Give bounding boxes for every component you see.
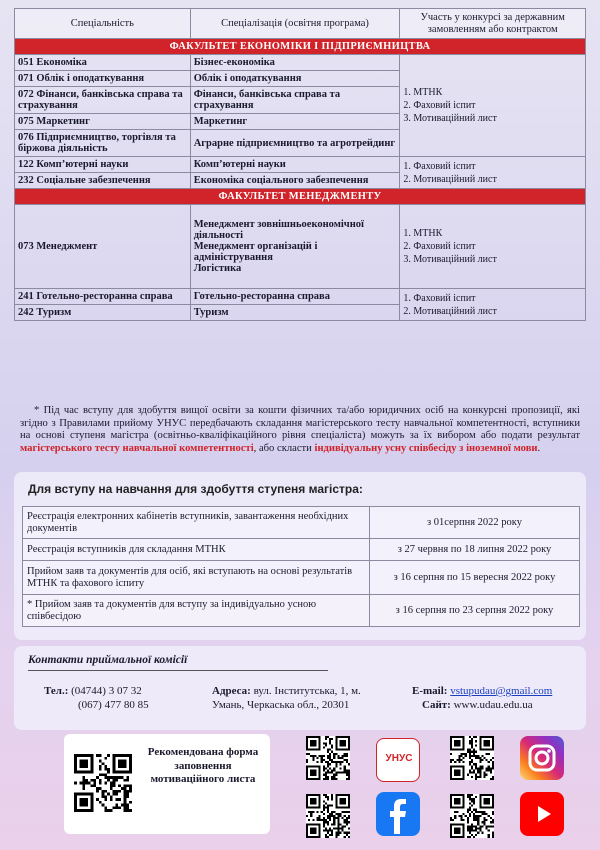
footnote-highlight-test: магістерського тесту навчальної компетентності	[20, 442, 254, 454]
specialty-cell: 076 Підприємництво, торгівля та біржова діяльність	[15, 130, 191, 157]
date-value: з 27 червня по 18 липня 2022 року	[370, 539, 580, 561]
program-item: Менеджмент зовнішньоекономічної діяльності	[193, 219, 364, 241]
contacts-title: Контакти приймальної комісії	[28, 654, 188, 666]
specialty-cell: 242 Туризм	[15, 305, 191, 321]
program-cell: Аграрне підприємництво та агротрейдинг	[190, 130, 400, 157]
date-value: з 16 серпня по 15 вересня 2022 року	[370, 561, 580, 595]
address-block	[212, 684, 361, 712]
dates-title: Для вступу на навчання для здобуття ступеня магістра:	[28, 482, 363, 496]
youtube-icon[interactable]	[520, 792, 564, 836]
table-row	[15, 289, 586, 305]
program-item: Менеджмент організацій і адміністрування	[193, 241, 318, 263]
exam-item: 2. Мотиваційний лист	[403, 305, 497, 317]
header-specialty: Спеціальність	[15, 9, 191, 39]
date-label: Реєстрація вступників для складання МТНК	[23, 539, 370, 561]
online-block	[412, 684, 552, 712]
date-label: * Прийом заяв та документів для вступу за індивідуально усною співбесідою	[23, 595, 370, 627]
footnote-text: .	[537, 442, 541, 454]
phone-block	[44, 684, 149, 712]
exam-item: 1. МТНК	[403, 87, 443, 98]
instagram-icon[interactable]	[520, 736, 564, 780]
facebook-icon[interactable]	[376, 792, 420, 836]
program-cell: Бізнес-економіка	[190, 55, 400, 71]
exam-item: 1. МТНК	[403, 228, 443, 239]
date-value: з 16 серпня по 23 серпня 2022 року	[370, 595, 580, 627]
faculty-management-row	[15, 189, 586, 205]
table-row	[23, 561, 580, 595]
exam-cell	[400, 55, 586, 157]
contacts-panel	[14, 646, 586, 730]
site-link[interactable]: www.udau.edu.ua	[453, 699, 533, 711]
university-logo	[376, 738, 420, 782]
footnote-text: , або скласти	[253, 442, 315, 454]
table-header-row	[15, 9, 586, 39]
footnote	[20, 405, 580, 455]
specialty-cell: 241 Готельно-ресторанна справа	[15, 289, 191, 305]
exam-item: 1. Фаховий іспит	[403, 292, 476, 304]
site-label: Сайт:	[422, 699, 451, 711]
date-value: з 01серпня 2022 року	[370, 507, 580, 539]
footnote-text: * Під час вступу для здобуття вищої освіти за кошти фізичних та/або юридичних осіб на конкурсні пропозиції, які згідно з Правилами прийому УНУС передбачають складання магістерського тесту навчальної компетентності, вступники на основі ступеня магістра (освітньо-кваліфікаційного рівня спеціаліста) можуть за їх вибором або подати результат	[20, 405, 580, 442]
contacts-divider	[28, 670, 328, 671]
exam-cell	[400, 289, 586, 321]
specialties-table	[14, 8, 586, 321]
exam-item: 1. Фаховий іспит	[403, 160, 476, 172]
program-cell: Фінанси, банківська справа та страхування	[190, 87, 400, 114]
table-row	[15, 55, 586, 71]
program-cell: Маркетинг	[190, 114, 400, 130]
qr-code-icon[interactable]	[74, 754, 132, 812]
footnote-highlight-interview: індивідуальну усну співбесіду з іноземної мови	[314, 442, 538, 454]
phone-2: (067) 477 80 85	[78, 699, 149, 711]
address-label: Адреса:	[212, 685, 251, 697]
exam-item: 2. Фаховий іспит	[403, 100, 476, 111]
program-cell: Комп’ютерні науки	[190, 157, 400, 173]
program-cell: Економіка соціального забезпечення	[190, 173, 400, 189]
specialty-cell: 232 Соціальне забезпечення	[15, 173, 191, 189]
table-row	[23, 507, 580, 539]
table-row	[15, 157, 586, 173]
date-label: Реєстрація електронних кабінетів вступників, завантаження необхідних документів	[23, 507, 370, 539]
program-item: Логістика	[193, 263, 242, 274]
specialty-cell: 075 Маркетинг	[15, 114, 191, 130]
email-label: E-mail:	[412, 685, 448, 697]
address-line-1: вул. Інститутська, 1, м.	[253, 685, 361, 697]
table-row	[15, 205, 586, 289]
qr-code-icon[interactable]	[450, 794, 494, 838]
specialty-cell: 072 Фінанси, банківська справа та страхування	[15, 87, 191, 114]
qr-code-icon[interactable]	[306, 794, 350, 838]
specialty-cell: 051 Економіка	[15, 55, 191, 71]
specialty-cell: 073 Менеджмент	[15, 205, 191, 289]
qr-caption: Рекомендована форма заповнення мотиваційного листа	[147, 746, 259, 785]
program-cell	[190, 205, 400, 289]
address-line-2: Умань, Черкаська обл., 20301	[212, 699, 350, 711]
qr-code-icon[interactable]	[450, 736, 494, 780]
exam-cell	[400, 157, 586, 189]
header-program: Спеціалізація (освітня програма)	[190, 9, 400, 39]
faculty-economics-title: ФАКУЛЬТЕТ ЕКОНОМІКИ І ПІДПРИЄМНИЦТВА	[15, 39, 586, 55]
exam-item: 3. Мотиваційний лист	[403, 113, 497, 124]
dates-panel	[14, 472, 586, 640]
exam-item: 2. Мотиваційний лист	[403, 173, 497, 185]
exam-item: 3. Мотиваційний лист	[403, 254, 497, 265]
email-link[interactable]: vstupudau@gmail.com	[450, 685, 553, 697]
motivation-letter-qr-card[interactable]	[64, 734, 270, 834]
exam-cell	[400, 205, 586, 289]
phone-1: (04744) 3 07 32	[71, 685, 142, 697]
phone-label: Тел.:	[44, 685, 69, 697]
program-cell: Облік і оподаткування	[190, 71, 400, 87]
specialty-cell: 071 Облік і оподаткування	[15, 71, 191, 87]
table-row	[23, 595, 580, 627]
logo-text: УНУС	[385, 753, 413, 764]
header-participation: Участь у конкурсі за державним замовленням або контрактом	[400, 9, 586, 39]
table-row	[23, 539, 580, 561]
exam-item: 2. Фаховий іспит	[403, 241, 476, 252]
qr-code-icon[interactable]	[306, 736, 350, 780]
faculty-management-title: ФАКУЛЬТЕТ МЕНЕДЖМЕНТУ	[15, 189, 586, 205]
faculty-economics-row	[15, 39, 586, 55]
dates-table	[22, 506, 580, 627]
specialty-cell: 122 Комп’ютерні науки	[15, 157, 191, 173]
program-cell: Готельно-ресторанна справа	[190, 289, 400, 305]
program-cell: Туризм	[190, 305, 400, 321]
date-label: Прийом заяв та документів для осіб, які вступають на основі результатів МТНК та фахового іспиту	[23, 561, 370, 595]
